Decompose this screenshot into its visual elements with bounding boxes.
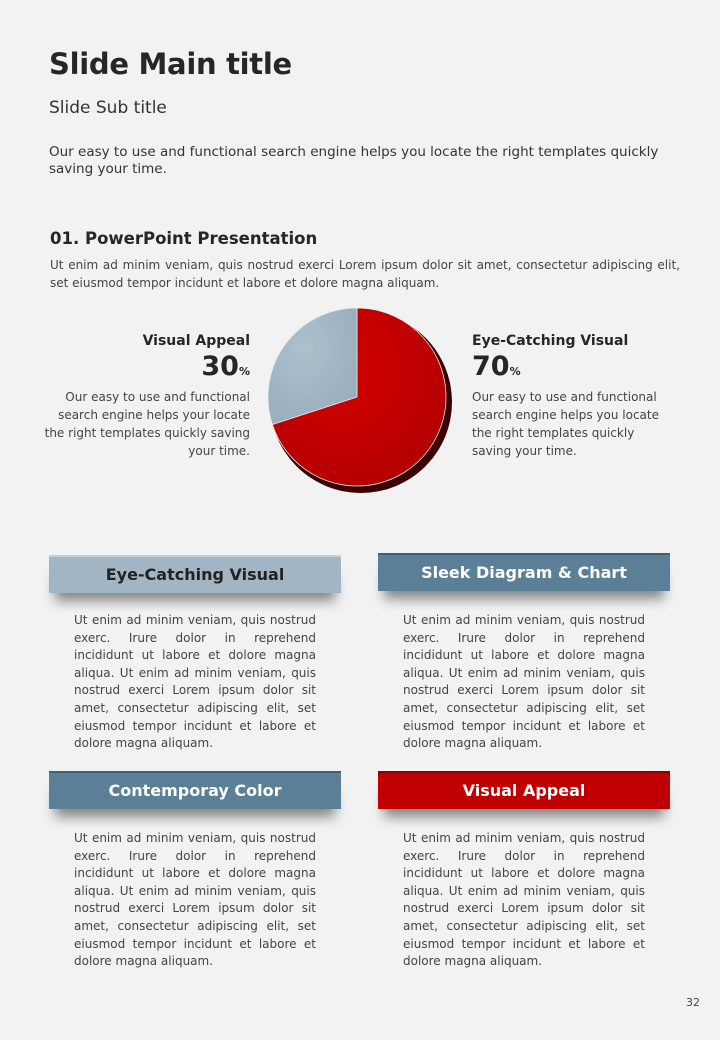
box-text: Ut enim ad minim veniam, quis nostrud exerc. Irure dolor in reprehend incididunt ut labore et dolore magna aliqua. Ut enim ad minim veniam, quis nostrud exerci Lorem ipsum dolor sit amet, consectetur adipiscing elit, set eiusmod tempor incidunt et labore et dolore magna aliquam. bbox=[403, 613, 645, 751]
stat-number: 30 bbox=[201, 351, 239, 382]
pie-chart bbox=[262, 304, 458, 500]
slide-subtitle: Slide Sub title bbox=[49, 98, 167, 118]
box-text: Ut enim ad minim veniam, quis nostrud exerc. Irure dolor in reprehend incididunt ut labore et dolore magna aliqua. Ut enim ad minim veniam, quis nostrud exerci Lorem ipsum dolor sit amet, consectetur adipiscing elit, set eiusmod tempor incidunt et labore et dolore magna aliquam. bbox=[74, 613, 316, 751]
box-header: Visual Appeal bbox=[378, 771, 670, 809]
page-number: 32 bbox=[686, 996, 700, 1009]
stat-number: 70 bbox=[472, 351, 510, 382]
box-header: Eye-Catching Visual bbox=[49, 555, 341, 593]
intro-text: Our easy to use and functional search engine helps you locate the right templates quickly saving your time. bbox=[49, 144, 659, 177]
box-sleek-diagram bbox=[378, 553, 670, 591]
stat-value bbox=[472, 351, 672, 388]
section-body: Ut enim ad minim veniam, quis nostrud exerci Lorem ipsum dolor sit amet, consectetur adipiscing elit, set eiusmod tempor incidunt et labore et dolore magna aliquam. bbox=[50, 258, 680, 290]
stat-unit: % bbox=[509, 365, 521, 378]
box-text: Ut enim ad minim veniam, quis nostrud exerc. Irure dolor in reprehend incididunt ut labore et dolore magna aliqua. Ut enim ad minim veniam, quis nostrud exerci Lorem ipsum dolor sit amet, consectetur adipiscing elit, set eiusmod tempor incidunt et labore et dolore magna aliquam. bbox=[403, 831, 645, 969]
box-eye-catching bbox=[49, 555, 341, 593]
stat-eye-catching bbox=[472, 333, 672, 460]
box-header: Sleek Diagram & Chart bbox=[378, 553, 670, 591]
stat-description: Our easy to use and functional search engine helps your locate the right templates quickly saving your time. bbox=[44, 390, 250, 458]
box-text: Ut enim ad minim veniam, quis nostrud exerc. Irure dolor in reprehend incididunt ut labore et dolore magna aliqua. Ut enim ad minim veniam, quis nostrud exerci Lorem ipsum dolor sit amet, consectetur adipiscing elit, set eiusmod tempor incidunt et labore et dolore magna aliquam. bbox=[74, 831, 316, 969]
stat-value bbox=[40, 351, 250, 388]
stat-label: Eye-Catching Visual bbox=[472, 333, 629, 349]
stat-label: Visual Appeal bbox=[142, 333, 250, 349]
stat-unit: % bbox=[238, 365, 250, 378]
box-contemporary-color bbox=[49, 771, 341, 809]
slide-title: Slide Main title bbox=[49, 47, 292, 81]
stat-description: Our easy to use and functional search engine helps you locate the right templates quickly saving your time. bbox=[472, 390, 660, 458]
box-header: Contemporay Color bbox=[49, 771, 341, 809]
stat-visual-appeal bbox=[40, 333, 250, 460]
box-visual-appeal bbox=[378, 771, 670, 809]
section-heading: 01. PowerPoint Presentation bbox=[50, 229, 318, 248]
pie-slices bbox=[268, 308, 446, 486]
